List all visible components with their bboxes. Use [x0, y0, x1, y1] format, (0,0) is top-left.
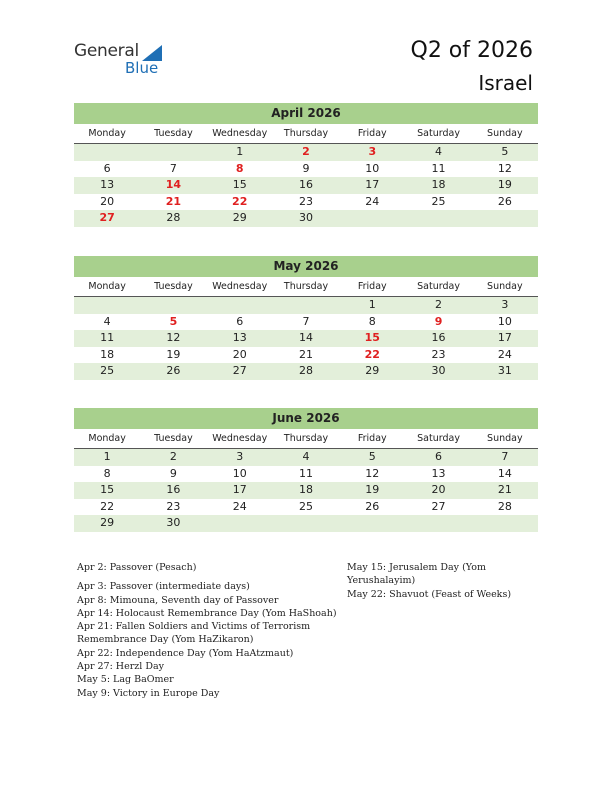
day-cell: 7: [501, 450, 509, 463]
day-cell: 10: [365, 161, 380, 175]
holiday-day-cell: 22: [232, 194, 248, 208]
day-cell: 11: [298, 466, 313, 480]
day-cell: 8: [103, 466, 111, 480]
day-cell: 20: [100, 194, 115, 208]
day-cell: 31: [497, 364, 512, 377]
month-calendar-june: [74, 408, 538, 532]
day-cell: 26: [365, 499, 380, 513]
holiday-day-cell: 21: [165, 194, 182, 208]
day-cell: 11: [100, 331, 115, 344]
day-cell: [273, 297, 339, 314]
week-row: [74, 499, 538, 516]
day-cell: 23: [298, 194, 313, 208]
holiday-day-cell: 2: [302, 145, 310, 158]
day-cell: 24: [232, 499, 247, 513]
day-cell: 5: [501, 145, 509, 158]
day-cell: 19: [497, 178, 512, 191]
holiday-list-left: [77, 561, 347, 700]
day-cell: 20: [431, 483, 446, 496]
month-calendar-april: [74, 103, 538, 227]
week-row: [74, 449, 538, 466]
day-cell: 23: [431, 347, 446, 361]
day-cell: 27: [431, 499, 446, 513]
holiday-note: Apr 2: Passover (Pesach): [77, 562, 197, 573]
weekday-label: Wednesday: [212, 433, 268, 444]
weekday-label: Sunday: [487, 433, 523, 444]
weekday-label: Friday: [357, 433, 387, 444]
day-cell: 3: [501, 298, 509, 311]
day-cell: 23: [166, 499, 181, 513]
holiday-day-cell: 8: [235, 161, 244, 175]
day-cell: 29: [100, 516, 115, 529]
month-header: April 2026: [74, 103, 538, 124]
day-cell: 29: [232, 211, 247, 224]
day-cell: 13: [100, 178, 115, 191]
day-cell: 15: [232, 178, 247, 191]
day-cell: 28: [166, 211, 181, 224]
weekday-label: Monday: [88, 433, 126, 444]
weekday-label: Saturday: [417, 128, 460, 139]
week-row: [74, 347, 538, 364]
day-cell: 17: [365, 178, 380, 191]
day-cell: 4: [302, 450, 310, 463]
day-cell: [207, 515, 273, 532]
day-cell: 14: [298, 331, 313, 344]
day-cell: [405, 515, 471, 532]
day-cell: 12: [365, 466, 380, 480]
day-cell: 30: [298, 211, 313, 224]
weekday-label: Thursday: [283, 433, 329, 444]
day-cell: 17: [232, 483, 247, 496]
month-header: May 2026: [74, 256, 538, 277]
day-cell: 16: [298, 178, 313, 191]
day-cell: 28: [497, 499, 512, 513]
week-row: [74, 363, 538, 380]
holiday-day-cell: 27: [99, 211, 115, 224]
day-cell: [140, 144, 206, 161]
day-cell: 10: [232, 466, 247, 480]
day-cell: 18: [100, 347, 115, 361]
weekday-label: Saturday: [417, 433, 460, 444]
day-cell: 28: [298, 364, 313, 377]
day-cell: 21: [298, 347, 313, 361]
day-cell: [339, 210, 405, 227]
weekday-label: Thursday: [283, 281, 329, 292]
day-cell: [472, 210, 538, 227]
day-cell: 16: [431, 331, 446, 344]
holiday-note: May 9: Victory in Europe Day: [77, 687, 220, 699]
day-cell: 1: [236, 145, 244, 158]
day-cell: 14: [497, 466, 512, 480]
day-cell: 7: [169, 161, 177, 175]
day-cell: 13: [232, 331, 247, 344]
logo: [74, 41, 184, 81]
day-cell: [74, 297, 140, 314]
day-cell: 1: [103, 450, 111, 463]
holiday-day-cell: 9: [434, 314, 443, 328]
day-cell: 20: [232, 347, 247, 361]
day-cell: 4: [435, 145, 443, 158]
day-cell: 8: [368, 314, 376, 328]
day-cell: 12: [166, 331, 181, 344]
day-cell: [207, 297, 273, 314]
week-row: [74, 482, 538, 499]
day-cell: 2: [169, 450, 177, 463]
day-cell: 11: [431, 161, 446, 175]
weekday-label: Tuesday: [154, 281, 193, 292]
month-calendar-may: [74, 256, 538, 380]
holiday-note: Apr 22: Independence Day (Yom HaAtzmaut): [77, 647, 294, 659]
week-row: [74, 314, 538, 331]
weekday-label: Sunday: [487, 128, 523, 139]
day-cell: 25: [431, 194, 446, 208]
logo-general-text: General: [74, 41, 139, 61]
weekday-header-row: [74, 429, 538, 449]
page-title: Q2 of 2026: [410, 38, 533, 63]
day-cell: 24: [365, 194, 380, 208]
day-cell: 29: [365, 364, 380, 377]
day-cell: 12: [497, 161, 512, 175]
weekday-label: Wednesday: [212, 128, 268, 139]
day-cell: 21: [497, 483, 512, 496]
day-cell: 2: [435, 298, 443, 311]
day-cell: 5: [368, 450, 376, 463]
weekday-label: Saturday: [417, 281, 460, 292]
weekday-label: Friday: [357, 281, 387, 292]
day-cell: 1: [368, 298, 376, 311]
holiday-note: Apr 21: Fallen Soldiers and Victims of Terrorism Remembrance Day (Yom HaZikaron): [77, 621, 311, 646]
week-row: [74, 466, 538, 483]
weekday-label: Friday: [357, 128, 387, 139]
day-cell: 30: [431, 364, 446, 377]
day-cell: 13: [431, 466, 446, 480]
day-cell: 19: [166, 347, 181, 361]
day-cell: 16: [166, 483, 181, 496]
holiday-list-right: [347, 561, 537, 601]
day-cell: 6: [103, 161, 111, 175]
holiday-note: May 15: Jerusalem Day (Yom Yerushalayim): [347, 562, 486, 587]
day-cell: [405, 210, 471, 227]
day-cell: 4: [103, 314, 111, 328]
holiday-note: May 5: Lag BaOmer: [77, 674, 174, 686]
holiday-note: Apr 27: Herzl Day: [77, 661, 164, 673]
day-cell: 15: [100, 483, 115, 496]
day-cell: 18: [298, 483, 313, 496]
logo-blue-text: Blue: [125, 59, 159, 77]
holiday-note: Apr 8: Mimouna, Seventh day of Passover: [77, 594, 279, 606]
weekday-label: Monday: [88, 281, 126, 292]
week-row: [74, 297, 538, 314]
weekday-header-row: [74, 277, 538, 297]
day-cell: [140, 297, 206, 314]
day-cell: [339, 515, 405, 532]
day-cell: 27: [232, 364, 247, 377]
day-cell: 9: [302, 161, 310, 175]
week-row: [74, 330, 538, 347]
week-row: [74, 515, 538, 532]
day-cell: 25: [100, 364, 115, 377]
day-cell: 19: [365, 483, 380, 496]
day-cell: 26: [497, 194, 512, 208]
weekday-label: Wednesday: [212, 281, 268, 292]
holiday-day-cell: 14: [165, 178, 182, 191]
holiday-note: Apr 14: Holocaust Remembrance Day (Yom HaShoah): [77, 607, 337, 619]
day-cell: 24: [497, 347, 512, 361]
weekday-label: Tuesday: [154, 128, 193, 139]
day-cell: [472, 515, 538, 532]
weekday-label: Monday: [88, 128, 126, 139]
week-row: [74, 210, 538, 227]
weekday-label: Thursday: [283, 128, 329, 139]
day-cell: 6: [236, 314, 244, 328]
day-cell: 17: [497, 331, 512, 344]
day-cell: 30: [166, 516, 181, 529]
day-cell: 10: [497, 314, 512, 328]
week-row: [74, 194, 538, 211]
day-cell: 9: [169, 466, 177, 480]
holiday-note: May 22: Shavuot (Feast of Weeks): [347, 588, 512, 600]
month-header: June 2026: [74, 408, 538, 429]
country-name: Israel: [478, 71, 533, 95]
week-row: [74, 144, 538, 161]
day-cell: 22: [100, 499, 115, 513]
holiday-day-cell: 5: [169, 314, 178, 328]
day-cell: 25: [298, 499, 313, 513]
weekday-label: Sunday: [487, 281, 523, 292]
week-row: [74, 177, 538, 194]
holiday-day-cell: 22: [364, 347, 380, 361]
holiday-day-cell: 15: [364, 331, 380, 344]
day-cell: 18: [431, 178, 446, 191]
holiday-note: Apr 3: Passover (intermediate days): [77, 581, 250, 593]
weekday-header-row: [74, 124, 538, 144]
day-cell: 6: [435, 450, 443, 463]
day-cell: 26: [166, 364, 181, 377]
day-cell: [74, 144, 140, 161]
day-cell: 3: [236, 450, 244, 463]
day-cell: 7: [302, 314, 310, 328]
holiday-day-cell: 3: [368, 145, 377, 158]
week-row: [74, 161, 538, 178]
day-cell: [273, 515, 339, 532]
weekday-label: Tuesday: [154, 433, 193, 444]
